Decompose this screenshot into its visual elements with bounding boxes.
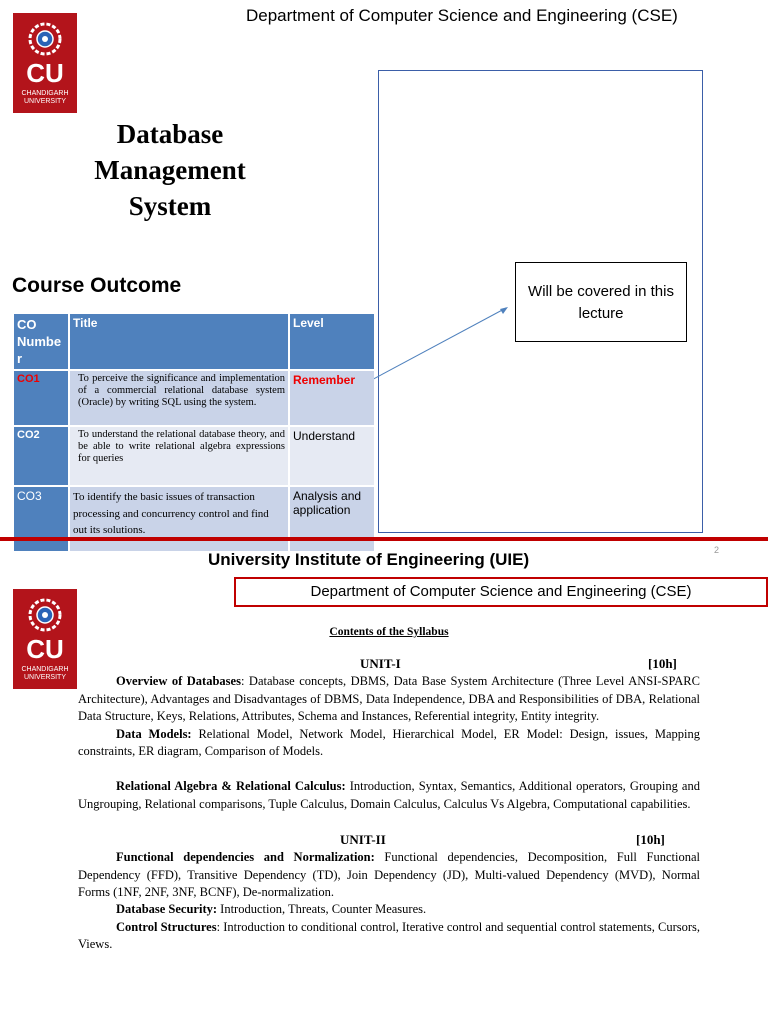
functional-bold: Functional dependencies and Normalization:	[116, 850, 375, 865]
logo-cu-text: CU	[26, 58, 64, 88]
emblem-icon	[21, 595, 69, 635]
co-number: CO2	[14, 427, 68, 485]
header-title: Title	[70, 314, 288, 369]
control-paragraph	[78, 919, 700, 954]
co-title: To perceive the significance and implementation of a commercial relational database system (Oracle) by writing SQL using the system.	[70, 371, 288, 425]
title-line-3: System	[128, 191, 212, 221]
security-text: Introduction, Threats, Counter Measures.	[217, 902, 427, 917]
table-row	[14, 371, 374, 425]
divider-red-line	[0, 537, 768, 541]
page-number: 2	[714, 545, 720, 555]
co-title: To understand the relational database theory, and be able to write relational algebra expressions for queries	[70, 427, 288, 485]
co-title: To identify the basic issues of transaction processing and concurrency control and find out its solutions.	[70, 487, 288, 551]
overview-paragraph	[78, 673, 700, 725]
unit-2-header	[78, 831, 700, 849]
page-title	[60, 116, 280, 224]
unit-1-hours: [10h]	[648, 656, 677, 672]
table-header-row	[14, 314, 374, 369]
title-line-1: Database	[116, 119, 224, 149]
co-number: CO1	[14, 371, 68, 425]
emblem-icon	[21, 19, 69, 59]
security-bold: Database Security:	[116, 902, 218, 917]
relational-bold: Relational Algebra & Relational Calculus:	[116, 779, 346, 794]
unit-2-label: UNIT-II	[340, 832, 386, 848]
cu-logo-2	[13, 589, 77, 689]
unit-2-hours: [10h]	[636, 832, 665, 848]
data-models-text: Relational Model, Network Model, Hierarchical Model, ER Model: Design, issues, Mapping constraints, ER diagram, Comparison of Models.	[78, 726, 700, 759]
logo-cu-text: CU	[26, 634, 64, 664]
title-line-2: Management	[94, 155, 246, 185]
security-paragraph	[78, 901, 700, 918]
control-bold: Control Structures	[116, 919, 217, 934]
table-row	[14, 427, 374, 485]
logo-university-text: CHANDIGARH UNIVERSITY	[21, 90, 69, 105]
data-models-bold: Data Models:	[116, 726, 192, 741]
unit-1-header	[78, 655, 700, 673]
callout-box: Will be covered in this lecture	[515, 262, 687, 342]
department-box: Department of Computer Science and Engineering (CSE)	[234, 577, 768, 607]
co-number: CO3	[14, 487, 68, 551]
department-header: Department of Computer Science and Engineering (CSE)	[246, 6, 678, 25]
co-level: Understand	[290, 427, 374, 485]
functional-paragraph	[78, 849, 700, 901]
data-models-paragraph	[78, 726, 700, 761]
co-level: Remember	[290, 371, 374, 425]
header-co-number: CO Numbe r	[14, 314, 68, 369]
logo-university-text: CHANDIGARH UNIVERSITY	[21, 666, 69, 681]
syllabus-content	[78, 624, 700, 954]
syllabus-heading: Contents of the Syllabus	[329, 626, 449, 638]
control-text: : Introduction to conditional control, Iterative control and sequential control statements, Cursors, Views.	[78, 919, 700, 952]
unit-1-label: UNIT-I	[360, 656, 401, 672]
course-outcome-heading: Course Outcome	[12, 274, 182, 297]
institute-name: University Institute of Engineering (UIE)	[208, 550, 530, 569]
overview-bold: Overview of Databases	[116, 674, 241, 689]
header-level: Level	[290, 314, 374, 369]
relational-paragraph	[78, 778, 700, 813]
co-level: Analysis and application	[290, 487, 374, 551]
overview-text: : Database concepts, DBMS, Data Base System Architecture (Three Level ANSI-SPARC Architecture), Advantages and Disadvantages of DBMS, Data Independence, DBA and Responsibilities of DBA, Relational Data Structure, Keys, Relations, Attributes, Schema and Instances, Referential integrity, Entity integrity.	[78, 674, 700, 724]
table-row	[14, 487, 374, 551]
relational-text: Introduction, Syntax, Semantics, Additional operators, Grouping and Ungrouping, Relational comparisons, Tuple Calculus, Domain Calculus, Calculus Vs Algebra, Computational capabilities.	[78, 779, 700, 811]
cu-logo	[13, 13, 77, 113]
course-outcome-table	[12, 312, 376, 553]
functional-text: Functional dependencies, Decomposition, Full Functional Dependency (FFD), Transitive Dependency (TD), Join Dependency (JD), Multi-valued Dependency (MVD), Normal Forms (1NF, 2NF, 3NF, BCNF), De-normalization.	[78, 850, 700, 900]
